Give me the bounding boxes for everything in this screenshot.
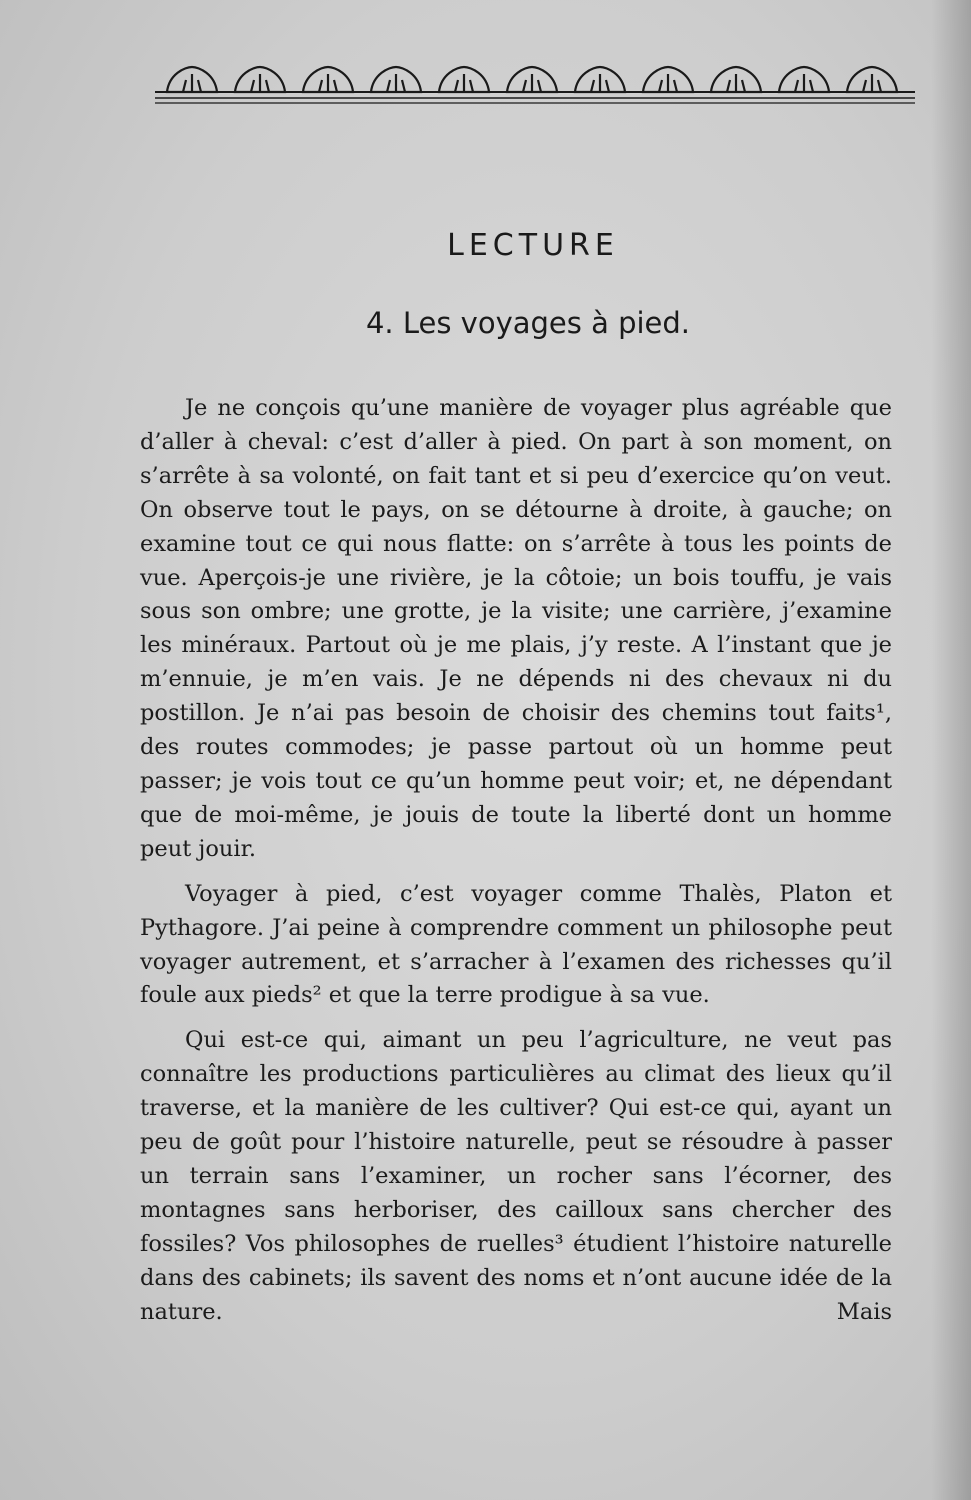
chapter-title: 4. Les voyages à pied.: [365, 306, 691, 340]
body-text: [140, 392, 892, 1340]
paragraph: Qui est-ce qui, aimant un peu l’agriculture, ne veut pas connaître les productions particulières au climat des lieux qu’il traverse, et la manière de les cultiver? Qui est-ce qui, ayant un peu de goût pour l’histoire naturelle, peut se résoudre à passer un terrain sans l’examiner, un rocher sans l’écorner, des montagnes sans herboriser, des cailloux sans chercher des fossiles? Vos philosophes de ruelles³ étudient l’histoire naturelle dans des cabinets; ils savent des noms et n’ont aucune idée de la nature. Mais: [140, 1027, 892, 1325]
paragraph: Voyager à pied, c’est voyager comme Thalès, Platon et Pythagore. J’ai peine à comprendre comment un philosophe peut voyager autrement, et s’arracher à l’examen des richesses qu’il foule aux pieds² et que la terre prodigue à sa vue.: [140, 880, 892, 1009]
decorative-header-ornament: [155, 62, 915, 112]
section-heading: LECTURE: [447, 228, 619, 263]
paragraph: Je ne conçois qu’une manière de voyager plus agréable que d’aller à cheval: c’est d’aller à pied. On part à son moment, on s’arrête à sa volonté, on fait tant et si peu d’exercice qu’on veut. On observe tout le pays, on se détourne à droite, à gauche; on examine tout ce qui nous flatte: on s’arrête à tous les points de vue. Aperçois-je une rivière, je la côtoie; un bois touffu, je vais sous son ombre; une grotte, je la visite; une carrière, j’examine les minéraux. Partout où je me plais, j’y reste. A l’instant que je m’ennuie, je m’en vais. Je ne dépends ni des chevaux ni du postillon. Je n’ai pas besoin de choisir des chemins tout faits¹, des routes commodes; je passe partout où un homme peut passer; je vois tout ce qu’un homme peut voir; et, ne dépendant que de moi-même, je jouis de toute la liberté dont un homme peut jouir.: [140, 395, 892, 862]
